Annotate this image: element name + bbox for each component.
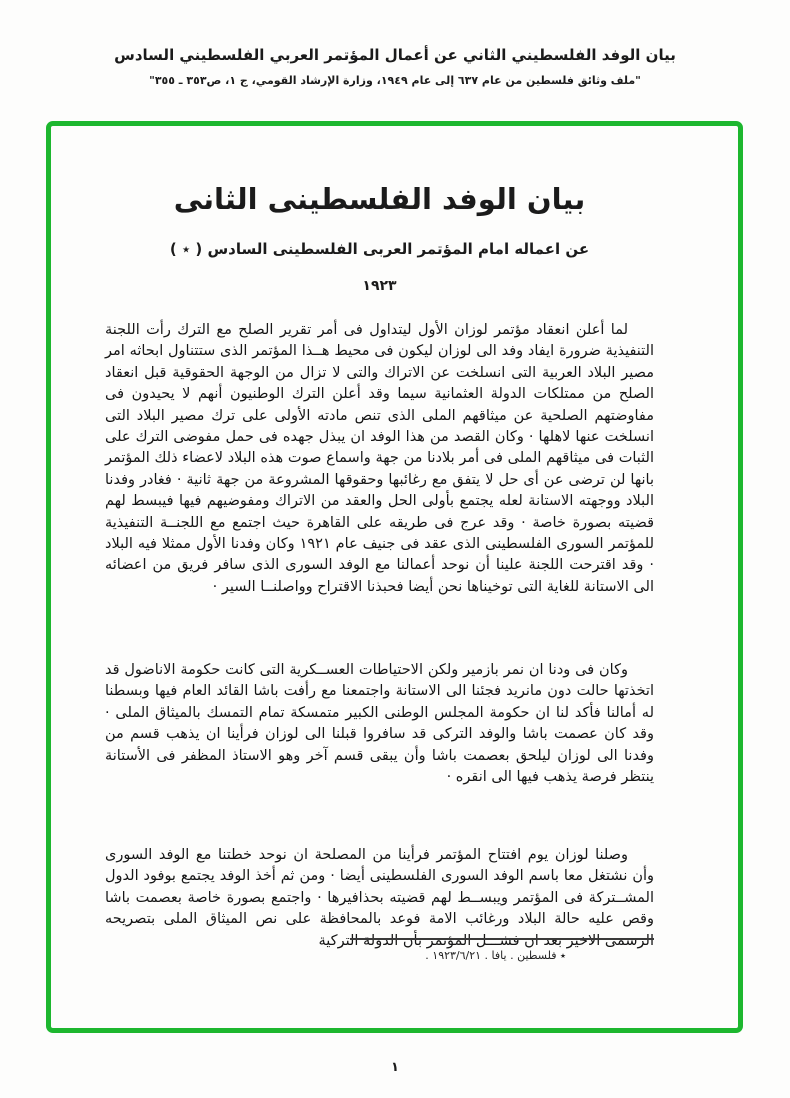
header-title-line: بيان الوفد الفلسطيني الثاني عن أعمال المؤتمر العربي الفلسطيني السادس [114,46,676,64]
paragraph-2: وكان فى ودنا ان نمر بازمير ولكن الاحتياطات العســكرية التى كانت حكومة الاناضول قد اتخذتها حالت دون مانريد فجئنا الى الاستانة واجتمعنا مع رأفت باشا القائد العام فيها وبسطنا له أمالنا فأكد لنا ان حكومة المجلس الوطنى الكبير متمسكة تمام التمسك بالميثاق الملى · وقد كان عصمت باشا والوفد التركى قد سافروا قبلنا الى لوزان فرأينا ان يذهب قسم من وفدنا الى لوزان ليلحق بعصمت باشا وأن يبقى قسم آخر وهو الاستاذ المظفر فى الأستانة ينتظر فرصة يذهب فيها الى انقره · [105,662,654,786]
page-number: ١ [391,1060,399,1075]
document-subtitle: عن اعماله امام المؤتمر العربى الفلسطينى السادس ( ٭ ) [169,240,590,258]
document-title: بيان الوفد الفلسطينى الثانى [173,182,586,216]
paragraph-1: لما أعلن انعقاد مؤتمر لوزان الأول ليتداول فى أمر تقرير الصلح مع الترك رأت اللجنة التنفيذية ضرورة ايفاد وفد الى لوزان ليكون فى محيط هــذا المؤتمر الذى ستتناول ابحاثه امر مصير البلاد العربية التى انسلخت عن الاتراك والتى لا تزال من الوجهة الحقوقية قبل انعقاد الصلح من ممتلكات الدولة العثمانية سيما وقد أعلن الترك الوطنيون أنهم لا يحيدون فى مفاوضتهم الصلحية عن ميثاقهم الملى الذى تنص مادته الأولى على ترك مصير البلاد التى انسلخت عنها لاهلها · وكان القصد من هذا الوفد ان يبذل جهده فى حمل مفوضى الترك على الثبات فى ميثاقهم الملى فى أمر بلادنا من جهة واسماع صوت هذه البلاد لاعضاء ذلك المؤتمر بانها لن ترضى عن أى حل لا يتفق مع رغائبها وحقوقها المشروعة من جهة ثانية · فغادر وفدنا البلاد ووجهته الاستانة لعله يجتمع بأولى الحل والعقد من الاتراك ومفوضيهم فيها فيبسط لهم قضيته بصورة خاصة · وقد عرج فى طريقه على القاهرة حيث اجتمع مع اللجنــة التنفيذية للمؤتمر السورى الفلسطينى الذى عقد فى جنيف عام ١٩٢١ وكان وفدنا الأول ممثلا فيه البلاد · وقد اقترحت اللجنة علينا أن نوحد أعمالنا مع الوفد السورى الذى سافر فريق من اعضائه الى الاستانة للغاية التى توخيناها نحن أيضا فحبذنا الاقتراح وواصلنــا السير · [105,322,654,595]
bibliographic-header [0,46,790,87]
document-year: ١٩٢٣ [362,278,397,294]
paragraph-3: وصلنا لوزان يوم افتتاح المؤتمر فرأينا من المصلحة ان نوحد خطتنا مع الوفد السورى وأن نشتغل معا باسم الوفد السورى الفلسطينى أيضا · ومن ثم أخذ الوفد يجتمع بوفود الدول المشــتركة فى المؤتمر ويبســط لهم قضيته بحذافيرها · واجتمع بصورة خاصة بعصمت باشا وقص عليه حالة البلاد ورغائب الامة فوعد بالمحافظة على نص الميثاق الملى بتصريحه الرسمى الاخير بعد ان فشـــل المؤتمر بأن الدولة التركية [105,847,654,949]
document-body [51,126,738,1028]
footnote-separator [350,938,654,940]
highlight-frame [46,121,743,1033]
header-source-citation: "ملف وثائق فلسطين من عام ٦٣٧ إلى عام ١٩٤٩، وزارة الإرشاد القومي، ج ١، ص٣٥٣ ـ ٣٥٥" [149,74,641,87]
footnote-text: ٭ فلسطين . يافا . ١٩٢٣/٦/٢١ . [425,949,566,962]
